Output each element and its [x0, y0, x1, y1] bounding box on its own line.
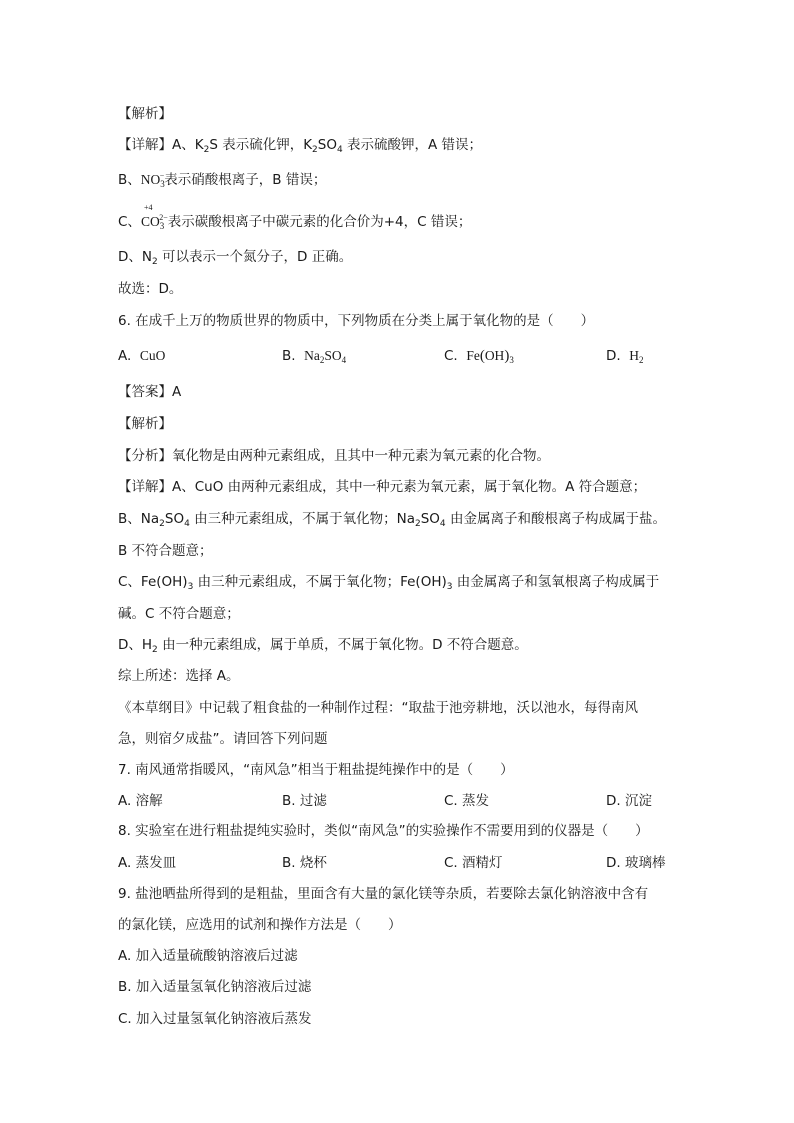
- q9-option-a: A. 加入适量硫酸钠溶液后过滤: [118, 948, 298, 964]
- q8-option-b: B. 烧杯: [282, 855, 327, 871]
- q6-detail-d: D、$H_2$ 由一种元素组成，属于单质，不属于氧化物。D 不符合题意。: [118, 637, 528, 655]
- analysis-heading: 【解析】: [118, 106, 172, 122]
- q9-option-c: C. 加入过量氢氧化钠溶液后蒸发: [118, 1011, 312, 1027]
- q6-detail-c: C、$Fe(OH)_3$ 由三种元素组成，不属于氧化物；$Fe(OH)_3$ 由金属离子和氢氧根离子构成属于: [118, 574, 660, 592]
- q9-stem-line-2: 的氯化镁，应选用的试剂和操作方法是（ ）: [118, 917, 402, 933]
- text: A、K: [172, 137, 204, 153]
- text: 表示硝酸根离子，B 错误；: [164, 172, 327, 188]
- q8-option-d: D. 玻璃棒: [606, 855, 666, 871]
- nitrate-ion-formula: $NO_3^-$: [140, 171, 165, 189]
- q7-option-b: B. 过滤: [282, 793, 327, 809]
- q8-option-c: C. 酒精灯: [444, 855, 503, 871]
- text: S 表示硫化钾，K: [209, 137, 313, 153]
- text: C、: [118, 214, 141, 230]
- passage-line-1: 《本草纲目》中记载了粗食盐的一种制作过程：“取盐于池旁耕地，沃以池水，每得南风: [118, 700, 638, 716]
- valence-mark: +4: [143, 203, 153, 212]
- q6-summary: 综上所述：选择 A。: [118, 668, 240, 684]
- q8-stem: 8. 实验室在进行粗盐提纯实验时，类似“南风急”的实验操作不需要用到的仪器是（ ）: [118, 823, 649, 839]
- text: 可以表示一个氮分子，D 正确。: [157, 249, 353, 265]
- q6-answer: 【答案】A: [118, 384, 182, 400]
- q8-option-a: A. 蒸发皿: [118, 855, 177, 871]
- subscript: 2: [152, 257, 158, 267]
- subscript: 2: [203, 145, 210, 155]
- q5-detail-d: [118, 247, 352, 267]
- subscript: 4: [336, 145, 343, 155]
- analysis-tag: 【分析】: [118, 448, 172, 464]
- q6-option-c: C. $Fe(OH)_3$: [444, 348, 514, 365]
- q5-detail-a: [118, 135, 482, 155]
- q5-detail-b: [118, 170, 326, 190]
- q9-stem-line-1: 9. 盐池晒盐所得到的是粗盐，里面含有大量的氯化镁等杂质，若要除去氯化钠溶液中含有: [118, 886, 649, 902]
- q6-detail-c-cont: 碱。C 不符合题意；: [118, 606, 240, 622]
- text: A、CuO 由两种元素组成，其中一种元素为氧元素，属于氧化物。A 符合题意；: [172, 479, 647, 495]
- q6-detail-a: [118, 477, 646, 497]
- q5-detail-c: [118, 203, 472, 232]
- q6-option-d: D. $H_2$: [606, 348, 644, 365]
- detail-tag: 【详解】: [118, 137, 172, 153]
- q7-option-c: C. 蒸发: [444, 793, 490, 809]
- subscript: 2: [312, 145, 318, 155]
- q7-stem: 7. 南风通常指暖风，“南风急”相当于粗盐提纯操作中的是（ ）: [118, 762, 514, 778]
- q6-option-a: A. CuO: [118, 348, 166, 364]
- q6-option-b: B. $Na_2SO_4$: [282, 348, 347, 365]
- q9-option-b: B. 加入适量氢氧化钠溶液后过滤: [118, 979, 312, 995]
- q6-detail-b-cont: B 不符合题意；: [118, 543, 213, 559]
- q6-detail-b: B、$Na_2SO_4$ 由三种元素组成，不属于氧化物；$Na_2SO_4$ 由金属离子和酸根离子构成属于盐。: [118, 511, 666, 529]
- q6-analysis: [118, 446, 550, 466]
- q5-conclusion: 故选：D。: [118, 281, 183, 297]
- text: 氧化物是由两种元素组成，且其中一种元素为氧元素的化合物。: [172, 448, 550, 464]
- text: 表示硫酸钾，A 错误；: [342, 137, 483, 153]
- text: 表示碳酸根离子中碳元素的化合价为+4，C 错误；: [167, 214, 472, 230]
- text: D、N: [118, 249, 152, 265]
- carbonate-ion-formula: +4 $CO_3^{2-}$: [140, 203, 168, 231]
- q6-stem: 6. 在成千上万的物质世界的物质中，下列物质在分类上属于氧化物的是（ ）: [118, 313, 595, 329]
- text: SO: [317, 137, 337, 153]
- q7-option-d: D. 沉淀: [606, 793, 652, 809]
- q7-option-a: A. 溶解: [118, 793, 163, 809]
- passage-line-2: 急，则宿夕成盐”。请回答下列问题: [118, 731, 328, 747]
- detail-tag: 【详解】: [118, 479, 172, 495]
- text: B、: [118, 172, 141, 188]
- q6-analysis-heading: 【解析】: [118, 416, 172, 432]
